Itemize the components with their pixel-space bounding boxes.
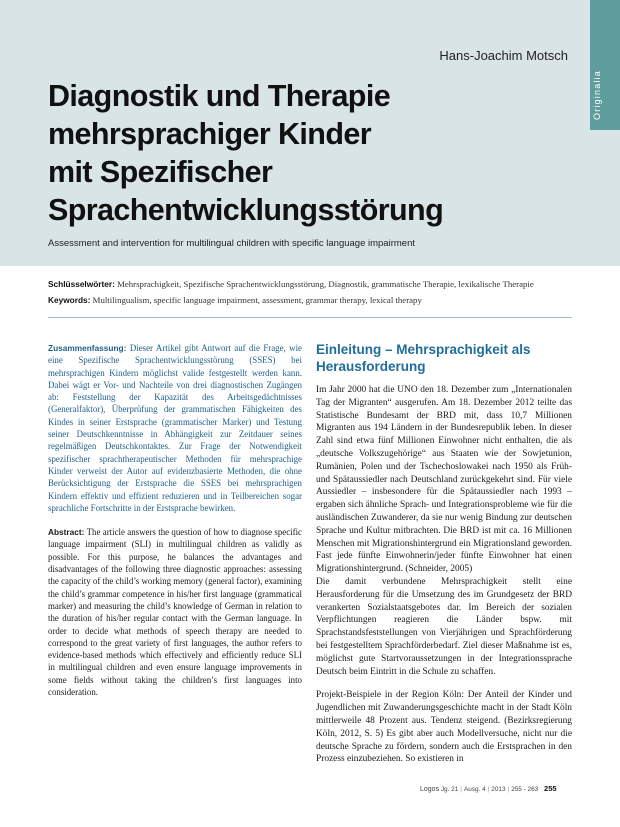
abstract-english-text: The article answers the question of how to diagnose specific language impairment (SLI) in multilingual children as validly as possible. For this purpose, he balances the advantages and disadvantages of the following three diagnostic approaches: assessing the capacity of the child’s working memory (general factor), examining the child’s grammar competence in his/her first language (grammatical marker) and measuring the child’s knowledge of German in relation to the duration of his/her regular contact with the German language. In order to decide what methods of speech therapy are needed to correspond to the great variety of first languages, the author refers to evidence-based methods which effectively and efficiently reduce SLI in multilingual children and even ensure language improvements in some fields without taking the children’s first languages into consideration. [48, 527, 303, 698]
footer-pages: 255 - 263 [511, 786, 539, 793]
english-subtitle: Assessment and intervention for multilingual children with specific language impairment [48, 238, 415, 249]
author-name: Hans-Joachim Motsch [439, 48, 568, 63]
title-line: Sprachentwicklungsstörung [48, 193, 444, 227]
abstract-english [48, 526, 302, 698]
abstract-german-text: Dieser Artikel gibt Antwort auf die Frage, wie eine Spezifische Sprachentwicklungsstörung (SSES) bei mehrsprachigen Kindern möglichst valide festgestellt werden kann. Dabei wägt er Vor- und Nachteile von drei diagnostischen Zugängen ab: Feststellung der Kapazität des Arbeitsgedächtnisses (Generalfaktor), Überprüfung der grammatischen Fähigkeiten des Kindes in seiner Erstsprache (grammatischer Marker) und Testung seiner Deutschkenntnisse in Abhängigkeit zur Zeitdauer seines regelmäßigen Deutschkontaktes. Zur Frage der Notwendigkeit spezifischer sprachtherapeutischer Methoden für mehrsprachige Kinder verweist der Autor auf evidenzbasierte Methoden, die ohne Berücksichtigung der Erstsprache die SSES bei mehrsprachigen Kindern effektiv und effizient reduzieren und in Teilbereichen sogar sprachliche Fortschritte in der Erstsprache bewirken. [48, 343, 302, 513]
footer-separator: | [460, 786, 462, 793]
keywords-de-label: Schlüsselwörter: [48, 279, 115, 289]
section-tab-label: Originalia [592, 69, 602, 121]
footer-issue: Ausg. 4 [463, 786, 486, 793]
footer-volume: Jg. 21 [440, 786, 459, 793]
keywords-en [48, 295, 422, 306]
footer-journal: Logos [420, 786, 440, 793]
footer-year: 2013 [491, 786, 506, 793]
section-heading: Einleitung – Mehrsprachigkeit als Herausforderung [316, 342, 531, 374]
keywords-de-text: Mehrsprachigkeit, Spezifische Sprachentwicklungsstörung, Diagnostik, grammatische Therapie, lexikalische Therapie [117, 279, 534, 289]
abstract-german [48, 342, 302, 514]
body-paragraph: Die damit verbundene Mehrsprachigkeit stellt eine Herausforderung für die Umsetzung des im Grundgesetz der BRD verankerten Sozialstaatsgebotes dar. Im Bereich der sozialen Verpflichtungen reagieren die Länder bspw. mit Sprachstandsfeststellungen von Vierjährigen und Sprachförderung bei festgestelltem Sprachförderbedarf. Ziel dieser Maßnahme ist es, möglichst gute Startvoraussetzungen in der Integrationssprache Deutsch beim Eintritt in die Schule zu schaffen. [316, 576, 572, 677]
article-title [48, 77, 568, 229]
title-line: mit Spezifischer [48, 155, 273, 189]
page-footer [420, 784, 580, 793]
right-column [316, 342, 572, 766]
keywords-de [48, 279, 534, 290]
abstract-german-label: Zusammenfassung: [48, 343, 127, 353]
page-number: 255 [543, 784, 557, 793]
keywords-en-text: Multilingualism, specific language impairment, assessment, grammar therapy, lexical therapy [92, 295, 422, 305]
footer-separator: | [487, 786, 490, 793]
footer-separator: | [507, 786, 510, 793]
body-paragraph: Im Jahr 2000 hat die UNO den 18. Dezember zum „Internationalen Tag der Migranten“ ausgerufen. Am 18. Dezember 2012 teilte das Statistische Bundesamt der BRD mit, dass 10,7 Millionen Migranten aus 194 Ländern in der Bundesrepublik leben. In dieser Zahl sind etwa fünf Millionen Einwohner nicht enthalten, die als „deutsche Volkszugehörige“ aus Staaten wie der Sowjetunion, Rumänien, Polen und der Tschechoslowakei nach 1950 als Früh- und Spätaussiedler nach Deutschland zurückgekehrt sind. Für viele Aussiedler – insbesondere für die Spätaussiedler nach 1993 – ergaben sich ähnliche Sprach- und Integrationsprobleme wie für die ausländischen Zuwanderer, da sie nur wenig Bindung zur deutschen Sprache und Kultur mitbrachten. Die BRD ist mit ca. 16 Millionen Menschen mit Migrationshintergrund ein Migrationsland geworden. Fast jede fünfte Einwohnerin/jeder fünfte Einwohner hat einen Migrationshintergrund. (Schneider, 2005) [316, 385, 572, 575]
abstract-english-label: Abstract: [48, 527, 85, 538]
keywords-en-label: Keywords: [48, 295, 91, 305]
body-paragraph: Projekt-Beispiele in der Region Köln: Der Anteil der Kinder und Jugendlichen mit Zuwanderungsgeschichte macht in der Stadt Köln mittlerweile 48 Prozent aus. Tendenz steigend. (Bezirksregierung Köln, 2012, S. 5) Es gibt aber auch Modellversuche, nicht nur die deutsche Sprache zu fördern, sondern auch die Erstsprachen in den Prozess einzubeziehen. So existieren in [316, 690, 572, 765]
title-line: Diagnostik und Therapie [48, 79, 391, 113]
divider [48, 317, 572, 318]
left-column [48, 342, 302, 698]
title-line: mehrsprachiger Kinder [48, 117, 372, 151]
